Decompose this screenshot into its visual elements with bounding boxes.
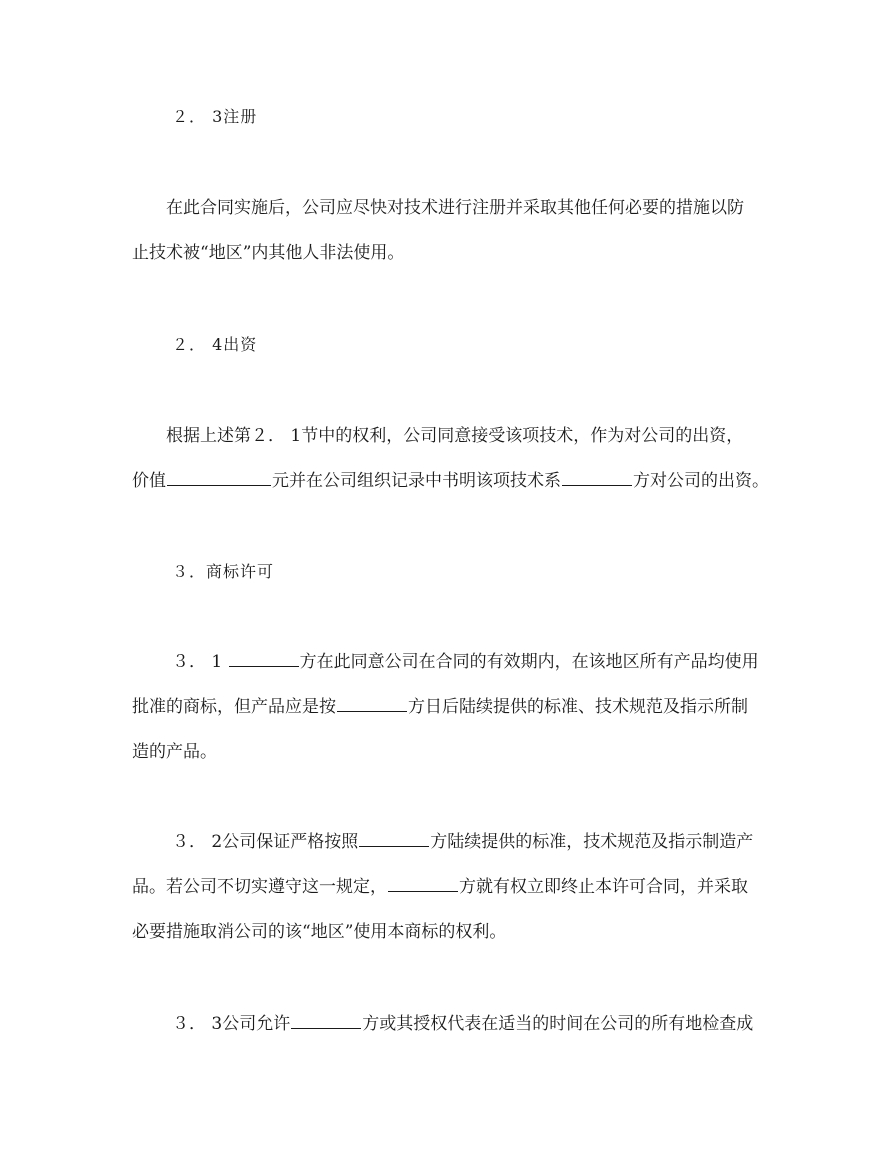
section-2-3-paragraph <box>132 186 782 276</box>
paragraph-line <box>132 1002 782 1047</box>
paragraph-line <box>132 865 782 910</box>
paragraph-line: 在此合同实施后，公司应尽快对技术进行注册并采取其他任何必要的措施以防 <box>166 198 744 218</box>
section-heading-text: ３．商标许可 <box>172 562 275 581</box>
paragraph-line <box>132 820 782 865</box>
paragraph-line <box>132 640 782 685</box>
section-3-1-paragraph <box>132 640 782 775</box>
text-segment: 方日后陆续提供的标准、技术规范及指示所制 <box>408 697 748 717</box>
text-segment: 价值 <box>132 471 166 491</box>
text-segment: 方陆续提供的标准，技术规范及指示制造产 <box>430 832 754 852</box>
fill-in-blank[interactable] <box>229 649 299 667</box>
text-segment: 方就有权立即终止本许可合同，并采取 <box>459 877 748 897</box>
text-segment: ３． 1 <box>172 652 228 672</box>
paragraph-line <box>132 685 782 730</box>
text-segment: 品。若公司不切实遵守这一规定， <box>132 877 387 897</box>
text-segment: 批准的商标，但产品应是按 <box>132 697 336 717</box>
section-3-2-paragraph <box>132 820 782 955</box>
paragraph-line: 造的产品。 <box>132 742 217 762</box>
section-2-3-heading <box>172 94 822 139</box>
text-segment: 元并在公司组织记录中书明该项技术系 <box>272 471 561 491</box>
text-segment: ３． 3公司允许 <box>172 1014 291 1034</box>
text-segment: ３． 2公司保证严格按照 <box>172 832 359 852</box>
text-segment: 方或其授权代表在适当的时间在公司的所有地检查成 <box>362 1014 754 1034</box>
paragraph-line: 止技术被“地区”内其他人非法使用。 <box>132 243 405 263</box>
fill-in-blank[interactable] <box>337 694 407 712</box>
fill-in-blank[interactable] <box>388 874 458 892</box>
section-3-heading <box>172 549 822 594</box>
fill-in-blank[interactable] <box>291 1011 361 1029</box>
paragraph-line: 根据上述第２． 1节中的权利，公司同意接受该项技术，作为对公司的出资， <box>166 426 744 446</box>
text-segment: 方对公司的出资。 <box>633 471 769 491</box>
section-heading-text: ２． 3注册 <box>172 107 258 126</box>
paragraph-line: 必要措施取消公司的该“地区”使用本商标的权利。 <box>132 922 507 942</box>
text-segment: 方在此同意公司在合同的有效期内，在该地区所有产品均使用 <box>299 652 759 672</box>
fill-in-blank[interactable] <box>562 468 632 486</box>
section-heading-text: ２． 4出资 <box>172 335 258 354</box>
paragraph-line <box>132 459 782 504</box>
section-2-4-paragraph <box>132 414 782 504</box>
section-3-3-paragraph <box>132 1002 782 1047</box>
fill-in-blank[interactable] <box>167 468 271 486</box>
fill-in-blank[interactable] <box>359 829 429 847</box>
section-2-4-heading <box>172 322 822 367</box>
